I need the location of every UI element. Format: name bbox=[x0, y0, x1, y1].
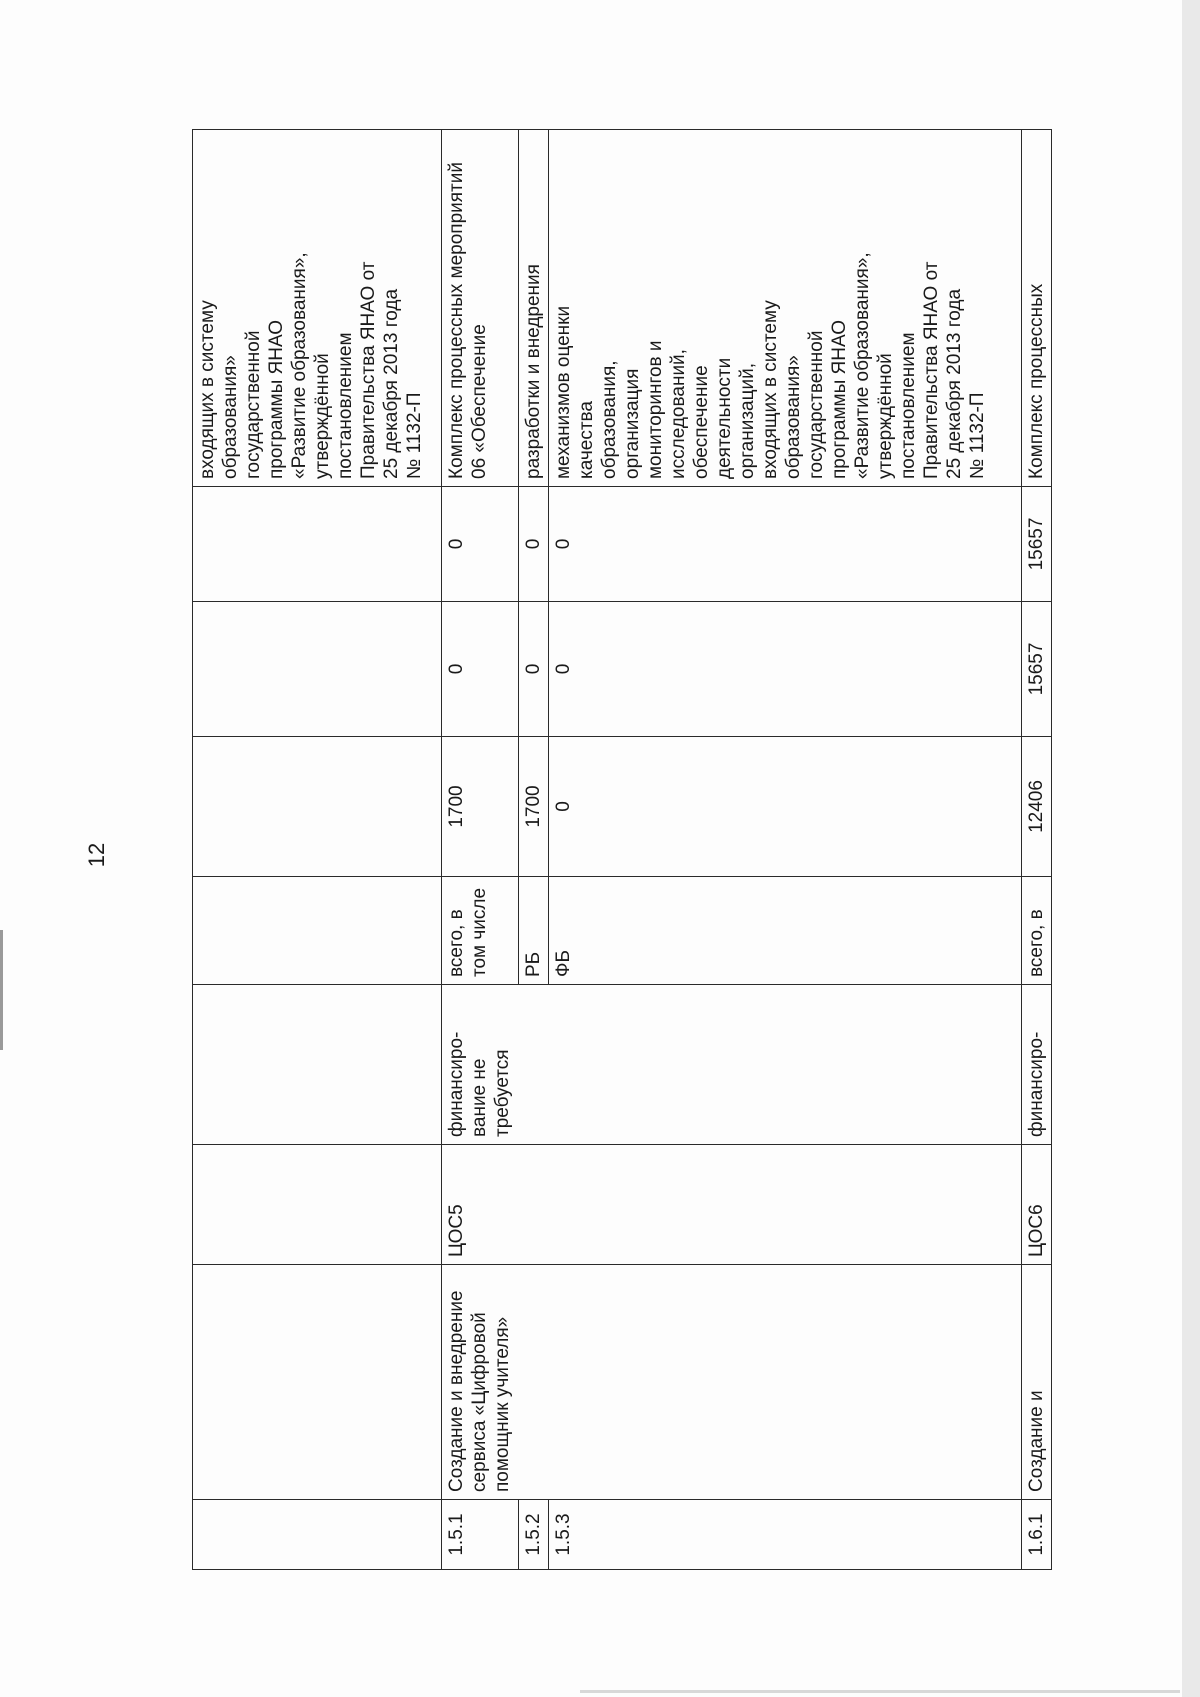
cell-num bbox=[193, 1500, 442, 1570]
cell-document: механизмов оценки качества образования, организация мониторингов и исследований, обеспечение деятельности организаций, входящих в систему образования» государственной программы ЯНАО «Развитие образования», утверждённой постановлением Правительства ЯНАО от 25 декабря 2013 года № 1132-П bbox=[549, 130, 1021, 487]
cell-financing: финансиро-вание не требуется bbox=[441, 985, 1021, 1145]
cell-year2 bbox=[193, 602, 442, 737]
cell-num: 1.5.2 bbox=[518, 1500, 548, 1570]
cell-year1: 0 bbox=[549, 737, 1021, 877]
cell-source: РБ bbox=[518, 877, 548, 985]
table-row-1-5-1 bbox=[441, 130, 518, 1570]
cell-document: входящих в систему образования» государственной программы ЯНАО «Развитие образования», утверждённой постановлением Правительства ЯНАО от 25 декабря 2013 года № 1132-П bbox=[193, 130, 442, 487]
cell-year1 bbox=[193, 737, 442, 877]
cell-year3: 0 bbox=[518, 487, 548, 602]
cell-code: ЦОС6 bbox=[1021, 1145, 1052, 1265]
cell-year3: 15657 bbox=[1021, 487, 1052, 602]
table-row-1-6-1 bbox=[1021, 130, 1052, 1570]
cell-num: 1.5.3 bbox=[549, 1500, 1021, 1570]
cell-name bbox=[193, 1265, 442, 1500]
cell-year1: 1700 bbox=[441, 737, 518, 877]
scan-smudge bbox=[580, 1690, 1180, 1693]
cell-source bbox=[193, 877, 442, 985]
cell-document: Комплекс процессных мероприятий 06 «Обеспечение bbox=[441, 130, 518, 487]
cell-year2: 0 bbox=[518, 602, 548, 737]
cell-source: всего, в bbox=[1021, 877, 1052, 985]
cell-source: всего, в том числе bbox=[441, 877, 518, 985]
cell-financing bbox=[193, 985, 442, 1145]
cell-financing: финансиро- bbox=[1021, 985, 1052, 1145]
cell-document: Комплекс процессных bbox=[1021, 130, 1052, 487]
cell-document: разработки и внедрения bbox=[518, 130, 548, 487]
cell-num: 1.6.1 bbox=[1021, 1500, 1052, 1570]
cell-year1: 12406 bbox=[1021, 737, 1052, 877]
cell-year2: 0 bbox=[549, 602, 1021, 737]
cell-year3: 0 bbox=[549, 487, 1021, 602]
cell-num: 1.5.1 bbox=[441, 1500, 518, 1570]
measures-table bbox=[192, 129, 1052, 1570]
cell-year3: 0 bbox=[441, 487, 518, 602]
scan-mark bbox=[0, 930, 3, 1050]
cell-year3 bbox=[193, 487, 442, 602]
cell-year2: 0 bbox=[441, 602, 518, 737]
cell-year1: 1700 bbox=[518, 737, 548, 877]
rotated-table-wrapper bbox=[192, 130, 1052, 1570]
page-number: 12 bbox=[84, 842, 109, 868]
cell-code bbox=[193, 1145, 442, 1265]
cell-name: Создание и bbox=[1021, 1265, 1052, 1500]
cell-year2: 15657 bbox=[1021, 602, 1052, 737]
cell-source: ФБ bbox=[549, 877, 1021, 985]
cell-name: Создание и внедрение сервиса «Цифровой помощник учителя» bbox=[441, 1265, 1021, 1500]
table-row-continuation bbox=[193, 130, 442, 1570]
scan-edge bbox=[1182, 0, 1200, 1697]
cell-code: ЦОС5 bbox=[441, 1145, 1021, 1265]
